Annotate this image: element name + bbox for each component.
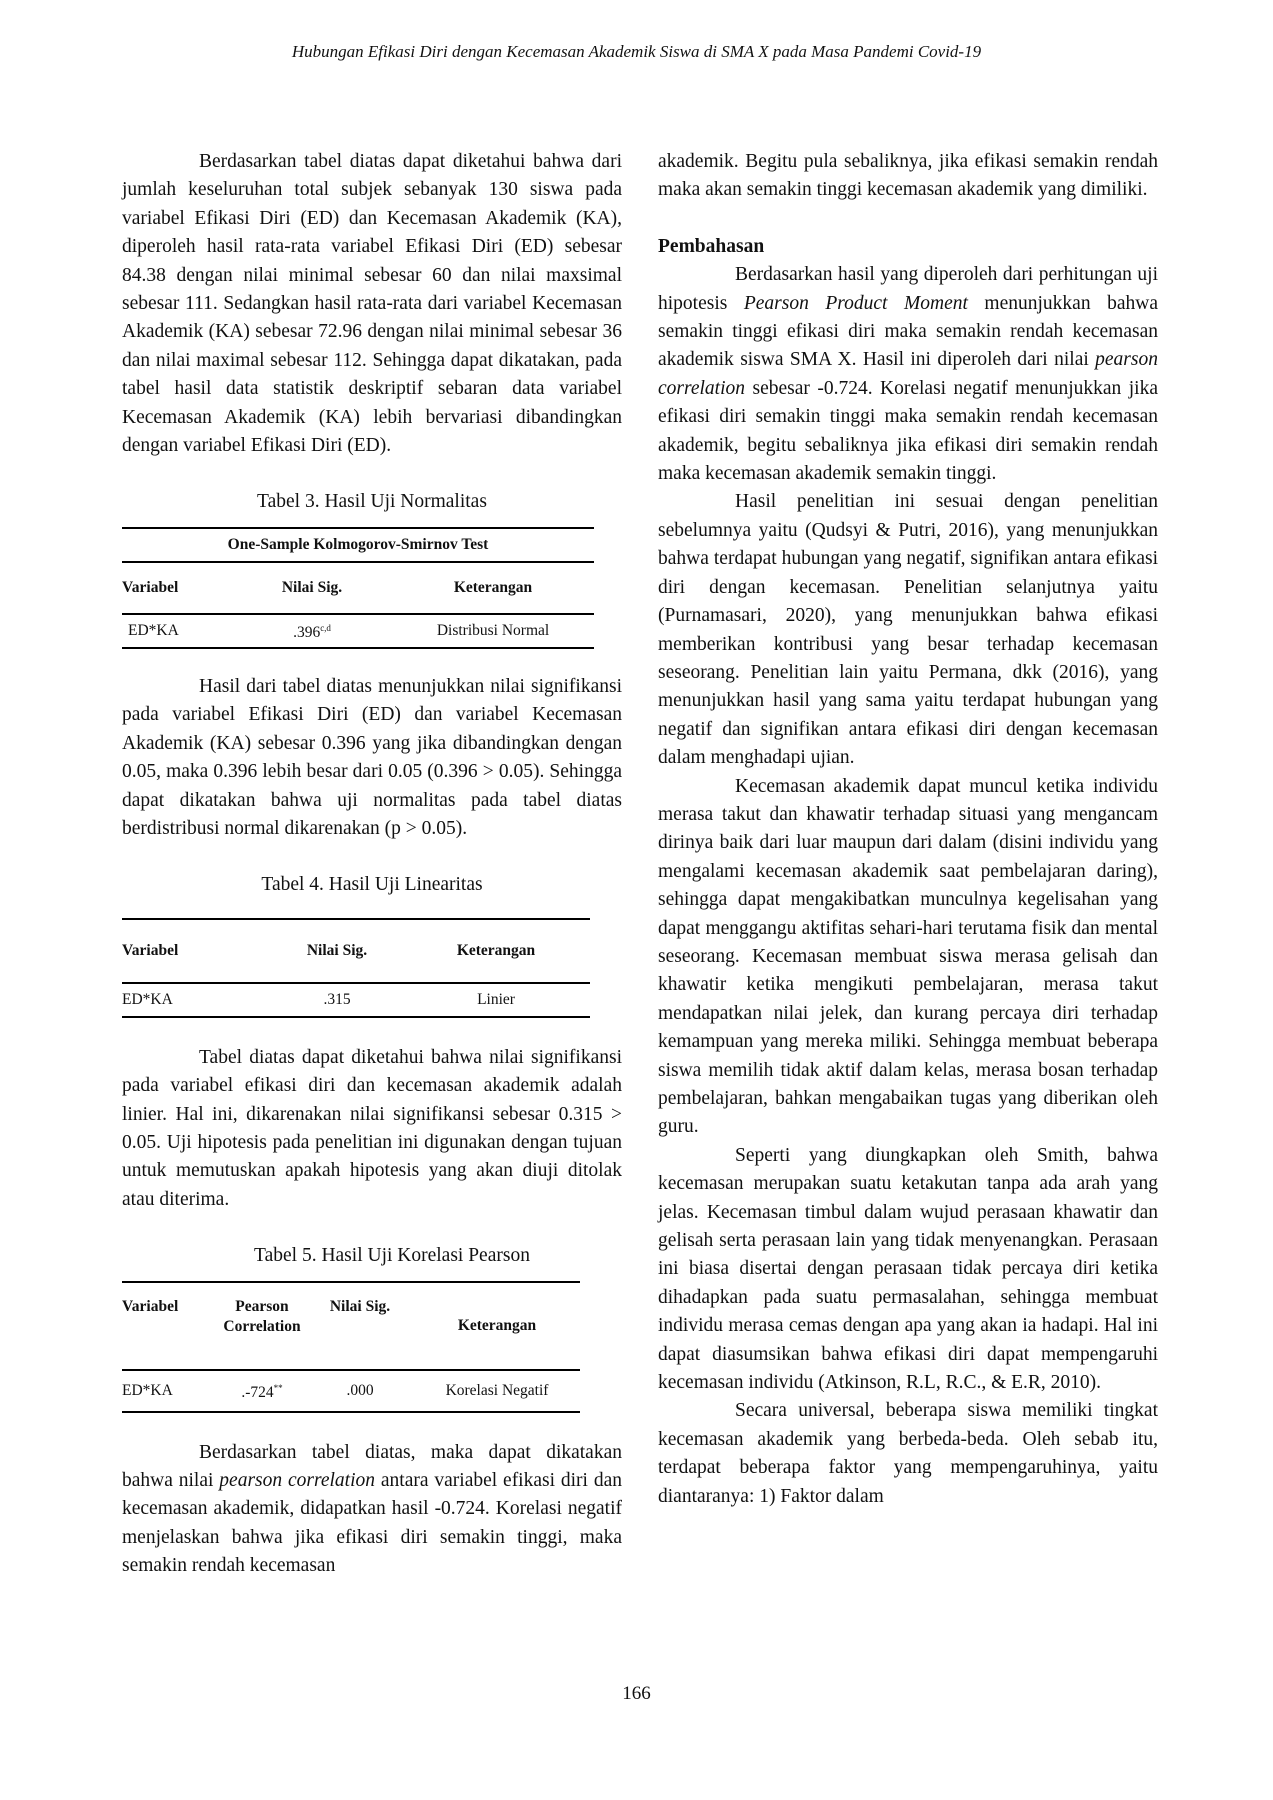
correlation-table [122,1281,580,1413]
paragraph: Hasil penelitian ini sesuai dengan penelitian sebelumnya yaitu (Qudsyi & Putri, 2016), yang menunjukkan bahwa terdapat hubungan yang negatif, signifikan antara efikasi diri dengan kecemasan. Penelitian selanjutnya yaitu (Purnamasari, 2020), yang menunjukkan bahwa efikasi memberikan kontribusi yang besar terhadap kecemasan seseorang. Penelitian lain yaitu Permana, dkk (2016), yang menunjukkan hasil yang sama yaitu terdapat hubungan yang negatif dan signifikan antara efikasi diri dengan kecemasan dalam menghadapi ujian. [658,491,1158,769]
table-cell: Korelasi Negatif [445,1381,549,1399]
paragraph: Berdasarkan tabel diatas, maka dapat dikatakan bahwa nilai pearson correlation antara variabel efikasi diri dan kecemasan akademik, didapatkan hasil -0.724. Korelasi negatif menjelaskan bahwa jika efikasi diri semakin tinggi, maka semakin rendah kecemasan [122,1441,622,1577]
column-header: Nilai Sig. [272,919,402,983]
table-cell: .000 [346,1381,374,1399]
table-row [122,983,590,1017]
column-header: Keterangan [402,919,590,983]
column-header: Nilai Sig. [306,1282,414,1370]
table-caption: Tabel 4. Hasil Uji Linearitas [261,874,483,896]
table-caption: Tabel 3. Hasil Uji Normalitas [257,491,487,513]
table-cell: .315 [323,990,351,1008]
paragraph: Hasil dari tabel diatas menunjukkan nilai signifikansi pada variabel Efikasi Diri (ED) dan variabel Kecemasan Akademik (KA) sebesar 0.396 yang jika dibandingkan dengan 0.05, maka 0.396 lebih besar dari 0.05 (0.396 > 0.05). Sehingga dapat dikatakan bahwa uji normalitas pada tabel diatas berdistribusi normal dikarenakan (p > 0.05). [122,675,622,839]
table-cell: ED*KA [122,1381,173,1399]
running-head: Hubungan Efikasi Diri dengan Kecemasan Akademik Siswa di SMA X pada Masa Pandemi Covid-19 [291,42,982,61]
table-span-header: One-Sample Kolmogorov-Smirnov Test [122,528,594,562]
normality-table [122,527,594,649]
table-cell: .-724** [241,1382,283,1402]
table-cell: Linier [477,990,515,1008]
table-row [122,1370,580,1412]
paragraph: Seperti yang diungkapkan oleh Smith, bahwa kecemasan merupakan suatu ketakutan tanpa ada arah yang jelas. Kecemasan timbul dalam wujud perasaan khawatir dan gelisah serta perasaan lain yang tidak menyenangkan. Perasaan ini biasa disertai dengan perasaan tidak percaya diri ketika dihadapkan pada suatu permasalahan, sehingga membuat individu merasa cemas dengan apa yang akan ia hadapi. Hal ini dapat diasumsikan bahwa efikasi diri dapat mempengaruhi kecemasan individu (Atkinson, R.L, R.C., & E.R, 2010). [658,1144,1158,1394]
linearity-table [122,918,590,1018]
table-caption: Tabel 5. Hasil Uji Korelasi Pearson [254,1245,530,1267]
paragraph: Berdasarkan hasil yang diperoleh dari perhitungan uji hipotesis Pearson Product Moment menunjukkan bahwa semakin tinggi efikasi diri maka semakin rendah kecemasan akademik siswa SMA X. Hasil ini diperoleh dari nilai pearson correlation sebesar -0.724. Korelasi negatif menunjukkan jika efikasi diri semakin tinggi maka semakin rendah kecemasan akademik, begitu sebaliknya jika efikasi diri semakin rendah maka kecemasan akademik semakin tinggi. [658,264,1158,485]
section-heading: Pembahasan [658,235,765,257]
right-column [658,148,1158,1511]
column-header: Pearson Correlation [218,1282,306,1370]
table-cell: ED*KA [128,621,179,639]
table-cell: ED*KA [122,990,173,1008]
paragraph: Berdasarkan tabel diatas dapat diketahui bahwa dari jumlah keseluruhan total subjek sebanyak 130 siswa pada variabel Efikasi Diri (ED) dan Kecemasan Akademik (KA), diperoleh hasil rata-rata variabel Efikasi Diri (ED) sebesar 84.38 dengan nilai minimal sebesar 60 dan nilai maxsimal sebesar 111. Sedangkan hasil rata-rata dari variabel Kecemasan Akademik (KA) sebesar 72.96 dengan nilai minimal sebesar 36 dan nilai maximal sebesar 112. Sehingga dapat dikatakan, pada tabel hasil data statistik deskriptif sebaran data variabel Kecemasan Akademik (KA) lebih bervariasi dibandingkan dengan variabel Efikasi Diri (ED). [122,151,622,457]
column-header: Keterangan [392,562,594,614]
paragraph: Tabel diatas dapat diketahui bahwa nilai signifikansi pada variabel efikasi diri dan kecemasan akademik adalah linier. Hal ini, dikarenakan nilai signifikansi sebesar 0.315 > 0.05. Uji hipotesis pada penelitian ini digunakan dengan tujuan untuk memutuskan apakah hipotesis yang akan diuji ditolak atau diterima. [122,1046,622,1210]
paragraph: Kecemasan akademik dapat muncul ketika individu merasa takut dan khawatir terhadap situasi yang mengancam dirinya baik dari luar maupun dari dalam (disini individu yang mengalami kecemasan akademik saat pembelajaran daring), sehingga dapat mengakibatkan munculnya kegelisahan yang dapat menggangu aktifitas sehari-hari terutama fisik dan mental seseorang. Kecemasan membuat siswa merasa gelisah dan khawatir ketika mengikuti pembelajaran, merasa takut mendapatkan nilai jelek, dan kurang percaya diri terhadap kemampuan yang mereka miliki. Sehingga membuat beberapa siswa memilih tidak aktif dalam kelas, merasa bosan terhadap pembelajaran, bahkan mengabaikan tugas yang diberikan oleh guru. [658,775,1158,1138]
column-header: Keterangan [414,1282,580,1370]
column-header: Variabel [122,1282,218,1370]
table-cell: Distribusi Normal [436,621,550,639]
table-cell: .396$^{c,d}$ [293,623,331,642]
column-header: Variabel [122,562,232,614]
left-column [122,148,622,1581]
paragraph: Secara universal, beberapa siswa memiliki tingkat kecemasan akademik yang berbeda-beda. Oleh sebab itu, terdapat beberapa faktor yang mempengaruhinya, yaitu diantaranya: 1) Faktor dalam [658,1400,1158,1507]
page-number: 166 [622,1683,651,1704]
paragraph: akademik. Begitu pula sebaliknya, jika efikasi semakin rendah maka akan semakin tinggi kecemasan akademik yang dimiliki. [658,151,1158,201]
table-row [122,614,594,648]
column-header: Variabel [122,919,272,983]
column-header: Nilai Sig. [232,562,392,614]
